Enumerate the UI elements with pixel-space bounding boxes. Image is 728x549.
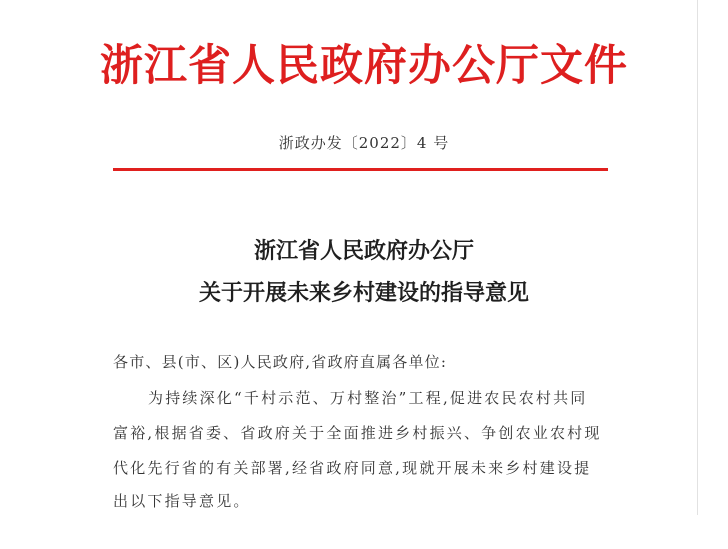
- body-line: 为持续深化“千村示范、万村整治”工程,促进农民农村共同: [148, 389, 588, 407]
- red-separator-line: [113, 168, 608, 171]
- document-number: 浙政办发〔2022〕4 号: [278, 134, 450, 152]
- page-bottom-margin: [0, 515, 728, 549]
- document-title-line-1: 浙江省人民政府办公厅: [253, 238, 474, 264]
- body-line: 富裕,根据省委、省政府关于全面推进乡村振兴、争创农业农村现: [113, 424, 602, 442]
- document-title-line-2: 关于开展未来乡村建设的指导意见: [198, 280, 529, 306]
- body-line: 出以下指导意见。: [113, 492, 251, 510]
- salutation: 各市、县(市、区)人民政府,省政府直属各单位:: [113, 353, 448, 371]
- document-header: 浙江省人民政府办公厅文件: [100, 41, 628, 91]
- body-line: 代化先行省的有关部署,经省政府同意,现就开展未来乡村建设提: [113, 459, 592, 477]
